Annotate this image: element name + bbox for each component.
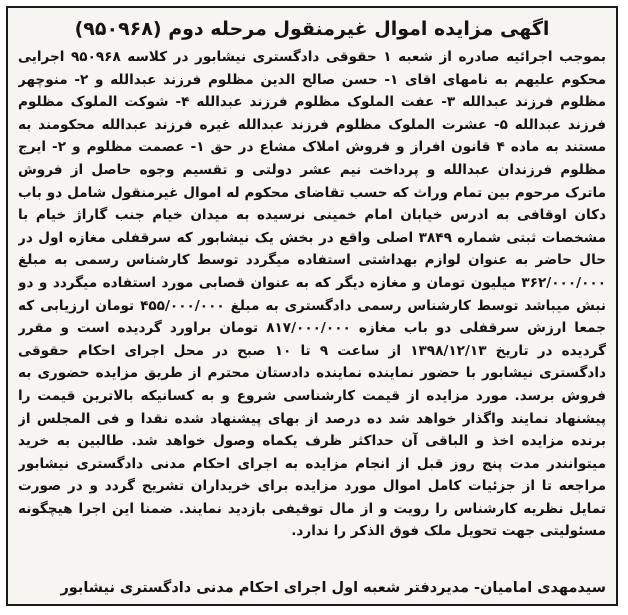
notice-body: بموجب اجرائیه صادره از شعبه ۱ حقوقی دادگستری نیشابور در کلاسه ۹۵۰۹۶۸ اجرایی محکوم علیهم به نامهای اقای ۱- حسن صالح الدین مظلوم فرزند عبدالله و ۲- منوچهر مظلوم فرزند عبدالله ۳- عفت الملوک مظلوم فرزند عبدالله ۴- شوکت الملوک مظلوم فرزند عبدالله ۵- عشرت الملوک مظلوم فرزند عبدالله غیره فرزند عبدالله محکومند به مستند به ماده ۴ قانون افراز و فروش املاک مشاع در حق ۱- عصمت مظلوم و ۲- ایرج مظلوم فرزندان عبدالله و پرداخت نیم عشر دولتی و تقسیم وجوه حاصل از فروش ماترک مرحوم بین تمام وراث که حسب تقاضای محکوم له اموال غیرمنقول شامل دو باب دکان اوقافی به ادرس خیابان امام خمینی نرسیده به میدان خیام جنب گاراژ خیام با مشخصات ثبتی شماره ۳۸۴۹ اصلی واقع در بخش یک نیشابور که سرقفلی مغازه اول در حال حاضر به عنوان لوازم بهداشتی استفاده میگردد توسط کارشناس رسمی به مبلغ ۳۶۲/۰۰۰/۰۰۰ میلیون تومان و مغازه دیگر که به عنوان قصابی مورد استفاده میگردد و دو نبش میباشد توسط کارشناس رسمی دادگستری به مبلغ ۴۵۵/۰۰۰/۰۰۰ تومان ارزیابی که جمعا ارزش سرقفلی دو باب مغازه ۸۱۷/۰۰۰/۰۰۰ تومان براورد گردیده است و مقرر گردیده در تاریخ ۱۳۹۸/۱۲/۱۳ از ساعت ۹ تا ۱۰ صبح در محل اجرای احکام حقوقی دادگستری نیشابور با حضور نماینده نماینده دادستان محترم از طریق مزایده حضوری به فروش برسد. مورد مزایده از قیمت کارشناسی شروع و به کسانیکه بالاترین قیمت را پیشنهاد نمایند واگذار خواهد شد ده درصد از بهای پیشنهاد شده نقدا و فی المجلس از برنده مزایده اخذ و الباقی آن حداکثر ظرف یکماه وصول خواهد شد. طالبین به خرید میتوانندر مدت پنج روز قبل از انجام مزایده به اجرای احکام مدنی دادگستری نیشابور مراجعه تا از جزئیات کامل اموال مورد مزایده برای خریداران تشریح گردد و در صورت تمایل نظریه کارشناس را رویت و از مال توقیفی بازدید نمایند. ضمنا این اجرا هیچگونه مسئولیتی جهت تحویل ملک فوق الذکر را ندارد. [18,49,606,540]
notice-title: اگهی مزایده اموال غیرمنقول مرحله دوم (۹۵۰۹۶۸) [74,18,550,40]
notice-signature: سیدمهدی امامیان- مدیردفتر شعبه اول اجرای احکام مدنی دادگستری نیشابور [60,580,606,596]
auction-notice [6,6,618,606]
